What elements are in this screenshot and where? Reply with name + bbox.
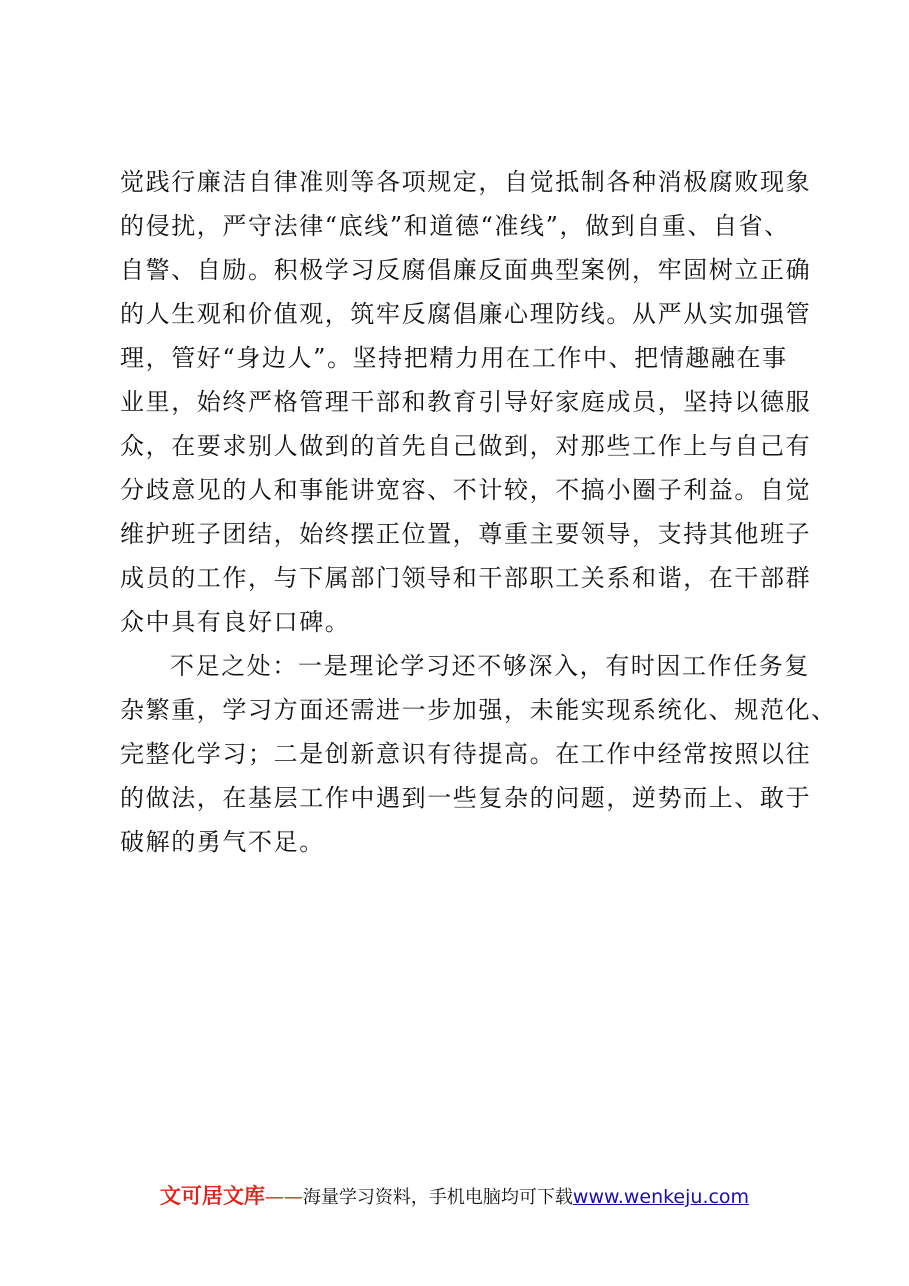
text-line: 众，在要求别人做到的首先自己做到，对那些工作上与自己有 (120, 432, 812, 460)
text-line: 的做法，在基层工作中遇到一些复杂的问题，逆势而上、敢于 (120, 784, 812, 812)
text-line: 理，管好“身边人”。坚持把精力用在工作中、把情趣融在事 (120, 344, 788, 372)
text-line: 成员的工作，与下属部门领导和干部职工关系和谐，在干部群 (120, 564, 812, 592)
text-line: 众中具有良好口碑。 (120, 608, 351, 636)
footer-banner (0, 1182, 909, 1212)
text-line: 的侵扰，严守法律“底线”和道德“准线”，做到自重、自省、 (120, 212, 790, 240)
footer-tagline: 海量学习资料，手机电脑均可下载 (302, 1187, 573, 1208)
text-line: 破解的勇气不足。 (120, 828, 325, 856)
brand-name: 文可居文库 (159, 1184, 265, 1208)
document-body (120, 160, 840, 864)
text-line: 业里，始终严格管理干部和教育引导好家庭成员，坚持以德服 (120, 388, 812, 416)
footer-dash: —— (264, 1186, 303, 1208)
text-line: 维护班子团结，始终摆正位置，尊重主要领导，支持其他班子 (120, 520, 812, 548)
text-line: 杂繁重，学习方面还需进一步加强，未能实现系统化、规范化、 (120, 696, 837, 724)
text-line: 分歧意见的人和事能讲宽容、不计较，不搞小圈子利益。自觉 (120, 476, 812, 504)
text-line: 完整化学习；二是创新意识有待提高。在工作中经常按照以往 (120, 740, 812, 768)
text-line: 的人生观和价值观，筑牢反腐倡廉心理防线。从严从实加强管 (120, 300, 812, 328)
website-link[interactable]: www.wenkeju.com (572, 1186, 750, 1208)
text-line: 觉践行廉洁自律准则等各项规定，自觉抵制各种消极腐败现象 (120, 168, 812, 196)
text-line: 自警、自励。积极学习反腐倡廉反面典型案例，牢固树立正确 (120, 256, 812, 284)
paragraph-start-line: 不足之处：一是理论学习还不够深入，有时因工作任务复 (170, 652, 810, 680)
